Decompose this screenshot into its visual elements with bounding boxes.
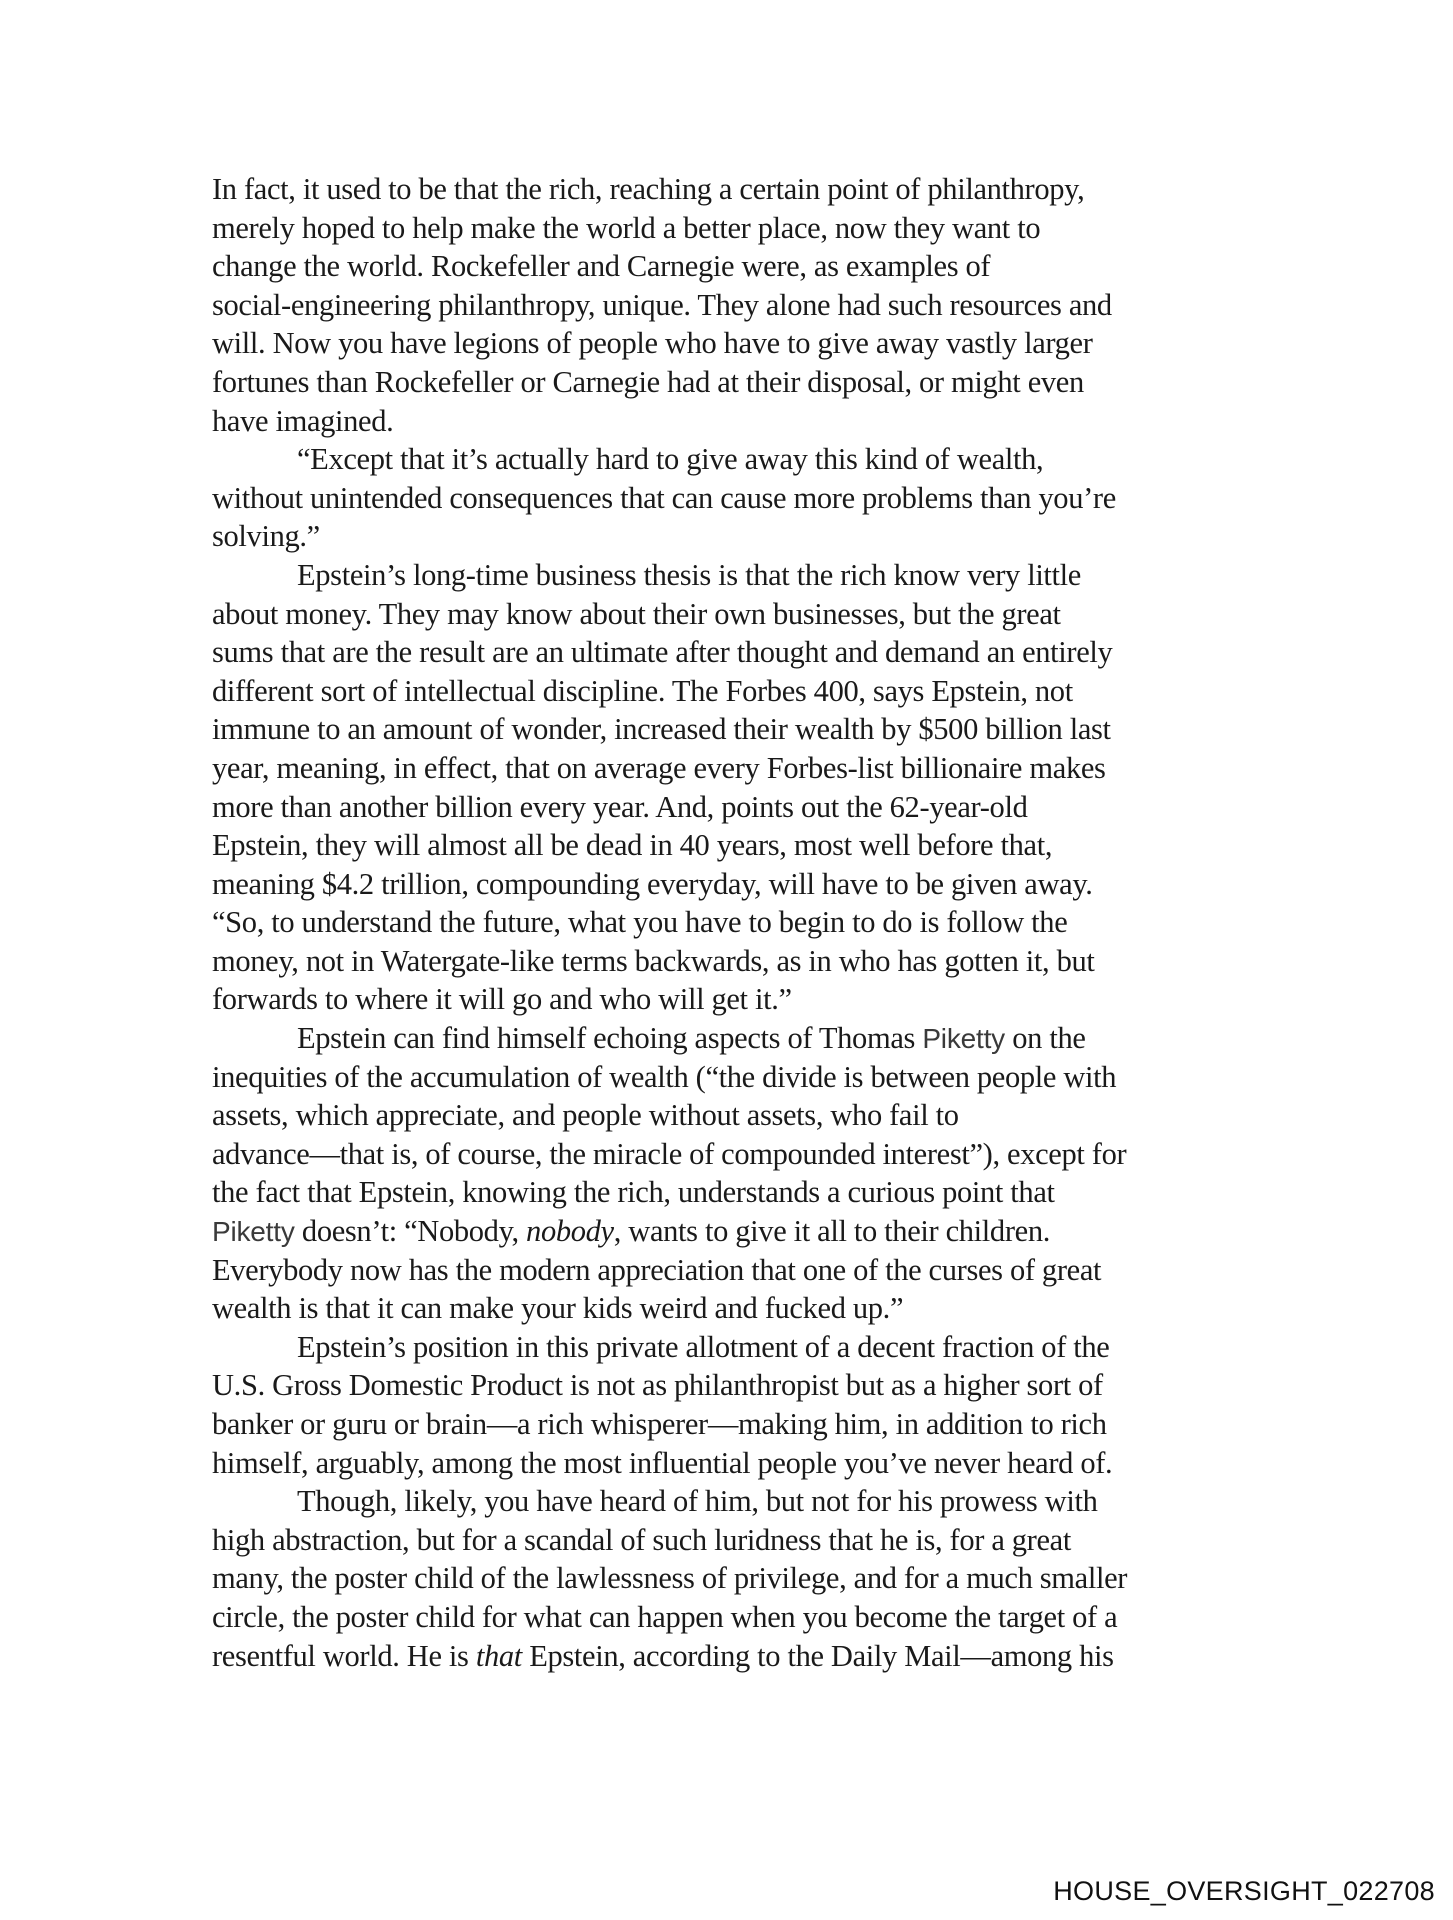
text-line (212, 1521, 1272, 1560)
text-run: many, the poster child of the lawlessness of privilege, and for a much smaller (212, 1561, 1128, 1596)
text-line (212, 209, 1272, 248)
text-line (212, 440, 1272, 479)
text-line (212, 1173, 1272, 1212)
text-run: merely hoped to help make the world a better place, now they want to (212, 210, 1041, 245)
text-line (212, 595, 1272, 634)
name-text: Piketty (922, 1023, 1005, 1055)
text-run: In fact, it used to be that the rich, reaching a certain point of philanthropy, (212, 172, 1085, 206)
text-run: advance—that is, of course, the miracle of compounded interest”), except for (212, 1136, 1127, 1171)
text-line (212, 556, 1272, 595)
text-run: doesn’t: “Nobody, (294, 1214, 527, 1249)
text-line (212, 1444, 1272, 1483)
text-run: resentful world. He is (212, 1638, 476, 1673)
text-run: “So, to understand the future, what you have to begin to do is follow the (212, 905, 1068, 940)
text-run: money, not in Watergate-like terms backwards, as in who has gotten it, but (212, 943, 1095, 978)
italic-text: nobody (526, 1214, 614, 1249)
text-run: “Except that it’s actually hard to give away this kind of wealth, (297, 442, 1044, 477)
text-run: Epstein’s long-time business thesis is that the rich know very little (297, 557, 1081, 592)
text-line (212, 247, 1272, 286)
text-run: will. Now you have legions of people who have to give away vastly larger (212, 326, 1093, 361)
text-run: Though, likely, you have heard of him, but not for his prowess with (297, 1484, 1098, 1519)
text-line (212, 170, 1272, 209)
text-run: himself, arguably, among the most influential people you’ve never heard of. (212, 1445, 1113, 1480)
text-line (212, 324, 1272, 363)
text-run: on the (1004, 1021, 1086, 1056)
text-line (212, 517, 1272, 556)
text-run: the fact that Epstein, knowing the rich, understands a curious point that (212, 1175, 1055, 1210)
text-run: Epstein’s position in this private allotment of a decent fraction of the (297, 1329, 1110, 1364)
text-line (212, 788, 1272, 827)
paragraph (212, 170, 1272, 440)
paragraph (212, 1019, 1272, 1328)
text-line (212, 710, 1272, 749)
paragraph (212, 1328, 1272, 1482)
text-line (212, 1598, 1272, 1637)
text-line (212, 1366, 1272, 1405)
text-line (212, 942, 1272, 981)
name-text: Piketty (212, 1216, 295, 1248)
text-run: fortunes than Rockefeller or Carnegie had at their disposal, or might even (212, 364, 1084, 399)
text-run: sums that are the result are an ultimate after thought and demand an entirely (212, 635, 1113, 670)
text-line (212, 1096, 1272, 1135)
text-run: meaning $4.2 trillion, compounding everyday, will have to be given away. (212, 866, 1093, 901)
text-run: circle, the poster child for what can happen when you become the target of a (212, 1599, 1118, 1634)
text-line (212, 1212, 1272, 1251)
text-run: Epstein, they will almost all be dead in 40 years, most well before that, (212, 828, 1053, 863)
text-run: Epstein, according to the Daily Mail—among his (521, 1638, 1114, 1673)
text-line (212, 402, 1272, 441)
text-line (212, 865, 1272, 904)
text-run: social-engineering philanthropy, unique. They alone had such resources and (212, 287, 1112, 322)
text-line (212, 1405, 1272, 1444)
text-run: change the world. Rockefeller and Carnegie were, as examples of (212, 249, 991, 284)
text-line (212, 749, 1272, 788)
text-run: U.S. Gross Domestic Product is not as philanthropist but as a higher sort of (212, 1368, 1103, 1403)
text-run: high abstraction, but for a scandal of such luridness that he is, for a great (212, 1522, 1071, 1557)
paragraph (212, 1482, 1272, 1675)
text-line (212, 980, 1272, 1019)
text-line (212, 1019, 1272, 1058)
text-run: wealth is that it can make your kids weird and fucked up.” (212, 1291, 904, 1326)
text-run: different sort of intellectual discipline. The Forbes 400, says Epstein, not (212, 673, 1073, 708)
bates-stamp: HOUSE_OVERSIGHT_022708 (1053, 1876, 1435, 1906)
text-run: , wants to give it all to their children. (613, 1214, 1051, 1249)
text-line (212, 1482, 1272, 1521)
text-line (212, 826, 1272, 865)
text-run: more than another billion every year. And, points out the 62-year-old (212, 789, 1028, 824)
text-line (212, 1289, 1272, 1328)
text-run: immune to an amount of wonder, increased their wealth by $500 billion last (212, 712, 1111, 747)
paragraph (212, 556, 1272, 1019)
text-run: Epstein can find himself echoing aspects of Thomas (297, 1021, 923, 1056)
text-line (212, 1637, 1272, 1676)
text-line (212, 672, 1272, 711)
text-line (212, 903, 1272, 942)
text-run: inequities of the accumulation of wealth (“the divide is between people with (212, 1059, 1117, 1094)
text-run: without unintended consequences that can cause more problems than you’re (212, 480, 1116, 515)
text-line (212, 479, 1272, 518)
text-run: assets, which appreciate, and people without assets, who fail to (212, 1098, 959, 1133)
text-run: solving.” (212, 519, 320, 554)
text-run: forwards to where it will go and who will get it.” (212, 982, 792, 1017)
text-line (212, 1251, 1272, 1290)
paragraph (212, 440, 1272, 556)
italic-text: that (475, 1638, 522, 1673)
text-run: about money. They may know about their own businesses, but the great (212, 596, 1061, 631)
text-line (212, 1328, 1272, 1367)
text-line (212, 1058, 1272, 1097)
text-run: have imagined. (212, 403, 394, 438)
text-run: Everybody now has the modern appreciation that one of the curses of great (212, 1252, 1102, 1287)
text-line (212, 633, 1272, 672)
body-text (212, 170, 1272, 1675)
text-run: year, meaning, in effect, that on average every Forbes-list billionaire makes (212, 750, 1106, 785)
text-line (212, 363, 1272, 402)
text-line (212, 286, 1272, 325)
text-line (212, 1559, 1272, 1598)
text-run: banker or guru or brain—a rich whisperer—making him, in addition to rich (212, 1407, 1107, 1441)
text-line (212, 1135, 1272, 1174)
